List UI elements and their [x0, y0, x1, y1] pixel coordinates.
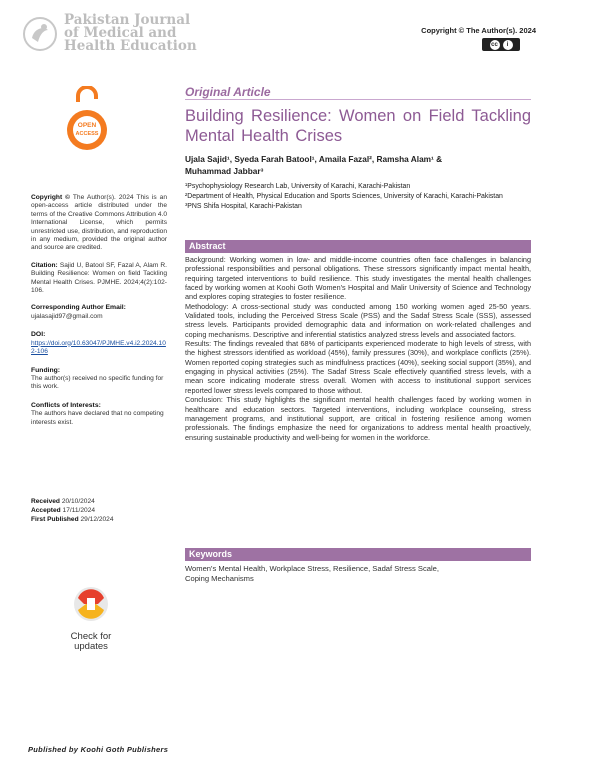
keywords-line2: Coping Mechanisms — [185, 574, 254, 584]
received-label: Received — [31, 498, 60, 505]
affiliation-2: ²Department of Health, Physical Education and Sports Sciences, University of Karachi, Karachi-Pakistan — [185, 192, 503, 200]
cc-icon: cc — [491, 41, 498, 48]
copyright-label: Copyright © — [31, 194, 71, 201]
authors-line1: Ujala Sajid¹, Syeda Farah Batool¹, Amaila Fazal², Ramsha Alam¹ & — [185, 154, 443, 164]
abstract-background: Background: Working women in low- and middle-income countries often face challenges in balancing professional responsibilities and personal obligations. These stressors significantly impact mental health, requiring targeted interventions to build resilience. This study investigates the mental health challenges faced by working women at Koohi Goth Women's Hospital and Malir University of Science and Technology and explores coping strategies to foster resilience. — [185, 255, 531, 302]
corresponding-author — [31, 304, 167, 321]
conflicts-text: The authors have declared that no competing interests exist. — [31, 410, 164, 426]
check-updates-label: Check for updates — [70, 631, 112, 652]
keywords-line1: Women's Mental Health, Workplace Stress, Resilience, Sadaf Stress Scale, — [185, 564, 439, 573]
citation-label: Citation: — [31, 261, 58, 269]
sidebar-info — [31, 194, 167, 437]
received-date — [31, 497, 114, 506]
publisher-footer: Published by Koohi Goth Publishers — [28, 745, 169, 754]
email-label: Corresponding Author Email: — [31, 304, 126, 312]
doi-block — [31, 331, 167, 356]
copyright-text: The Author(s). 2024 This is an open-access article distributed under the terms of the Creative Commons Attribution 4.0 International License, which permits unrestricted use, distribution, and reproduction in any medium, provided the original author and source are credited. — [31, 194, 168, 252]
accepted-value: 17/11/2024 — [62, 507, 96, 514]
abstract-heading: Abstract — [185, 240, 531, 253]
affiliations — [185, 182, 531, 212]
published-value: 29/12/2024 — [80, 516, 114, 523]
published-label: First Published — [31, 516, 79, 523]
open-access-line2: ACCESS — [75, 131, 99, 137]
title-divider — [185, 99, 531, 100]
authors-line2: Muhammad Jabbar³ — [185, 166, 264, 176]
copyright-notice: Copyright © The Author(s). 2024 — [421, 26, 536, 35]
received-value: 20/10/2024 — [61, 498, 95, 505]
accepted-label: Accepted — [31, 507, 61, 514]
conflicts-label: Conflicts of Interests: — [31, 401, 101, 409]
affiliation-3: ³PNS Shifa Hospital, Karachi-Pakistan — [185, 202, 302, 210]
publication-dates — [31, 497, 114, 524]
accepted-date — [31, 506, 114, 515]
keywords-list — [185, 564, 531, 585]
abstract-body — [185, 255, 531, 442]
journal-name-line1: Pakistan Journal — [64, 12, 191, 28]
cc-license-badge[interactable] — [482, 38, 520, 51]
published-date — [31, 515, 114, 524]
article-title: Building Resilience: Women on Field Tackling Mental Health Crises — [185, 107, 531, 145]
abstract-results: Results: The findings revealed that 68% of participants experienced moderate to high levels of stress, with the highest stressors identified as workload (45%), family pressures (30%), and workplace conflicts (25%). Women reported coping strategies such as mindfulness practices (40%), seeking social support (35%), and engaging in physical activities (25%). The Sadaf Stress Scale effectively quantified stress levels, with a mean score indicating moderate stress overall. Women with access to institutional support services reported lower stress levels compared to those without. — [185, 339, 531, 395]
open-access-line1: OPEN — [77, 122, 97, 129]
doi-label: DOI: — [31, 331, 46, 339]
by-icon: i — [503, 40, 513, 50]
conflicts-block — [31, 402, 167, 427]
article-type: Original Article — [185, 85, 271, 99]
citation — [31, 262, 167, 296]
funding-label: Funding: — [31, 366, 61, 374]
journal-emblem-icon — [22, 16, 58, 52]
citation-text: Sajid U, Batool SF, Fazal A, Alam R. Building Resilience: Women on field Tackling Mental Health Crises. PJMHE. 2024;4(2):102-106. — [31, 261, 167, 295]
author-list — [185, 153, 531, 177]
abstract-methodology: Methodology: A cross-sectional study was conducted among 150 working women aged 25-50 years. Validated tools, including the Perceived Stress Scale (PSS) and the Sadaf Stress Scale (SSS), assessed stress levels. Participants provided demographic data and information on work-related challenges and coping mechanisms. Descriptive and inferential statistics analyzed stress levels and associated factors. — [185, 301, 531, 339]
author-email[interactable]: ujalasajid97@gmail.com — [31, 312, 103, 320]
funding-block — [31, 367, 167, 392]
affiliation-1: ¹Psychophysiology Research Lab, University of Karachi, Karachi-Pakistan — [185, 183, 411, 190]
doi-link[interactable]: https://doi.org/10.63047/PJMHE.v4.i2.2024.102-106 — [31, 339, 166, 356]
crossmark-icon — [72, 584, 110, 624]
check-for-updates-badge[interactable] — [66, 584, 128, 652]
journal-name-line3: Health Education — [64, 38, 197, 54]
journal-name-line2: of Medical and — [64, 25, 177, 41]
funding-text: The author(s) received no specific funding for this work. — [31, 374, 164, 391]
keywords-heading: Keywords — [185, 548, 531, 561]
journal-name — [64, 14, 197, 53]
abstract-conclusion: Conclusion: This study highlights the significant mental health challenges faced by working women in healthcare and education sectors. Targeted interventions, including workplace counseling, stress management programs, and institutional support, are critical in fostering resilience among women professionals. The findings emphasize the need for organizations to address mental health proactively, ensuring sustainable productivity and well-being for women in the workforce. — [185, 395, 531, 442]
journal-logo — [22, 14, 222, 54]
open-access-logo — [66, 86, 108, 152]
copyright-statement — [31, 194, 167, 253]
